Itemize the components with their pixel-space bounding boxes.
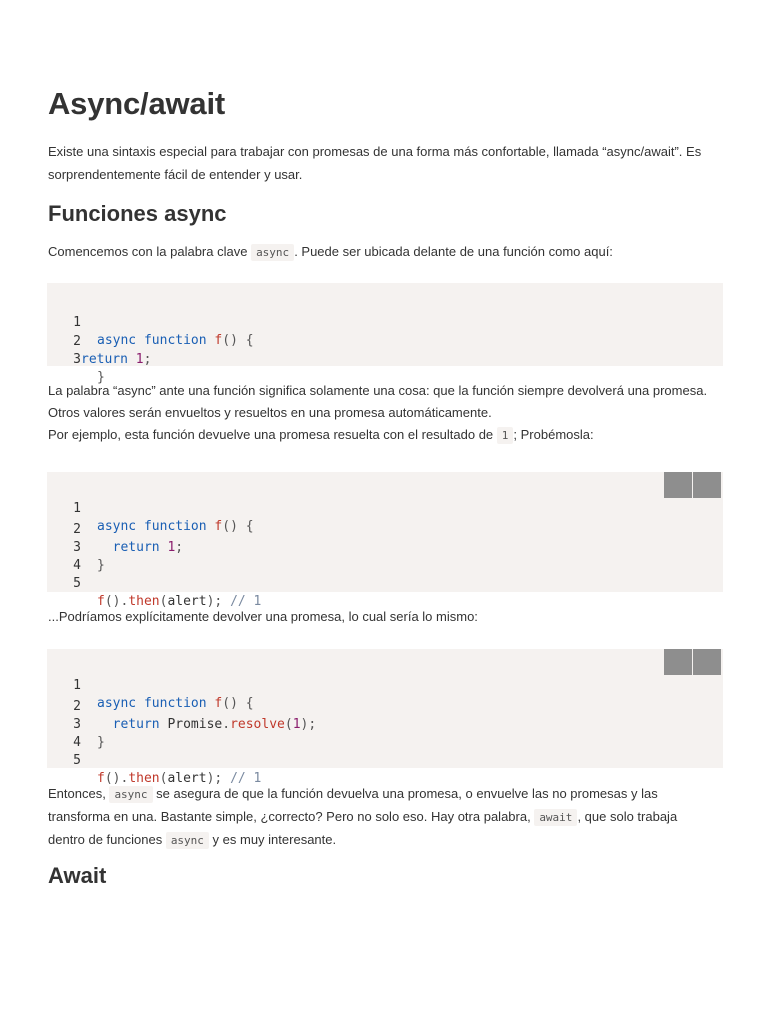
- line-number: 5: [73, 753, 81, 768]
- code-token: alert: [167, 771, 207, 786]
- explicit-promise-paragraph: ...Podríamos explícitamente devolver una promesa, lo cual sería lo mismo:: [48, 609, 478, 624]
- heading-funciones-async: Funciones async: [48, 201, 227, 226]
- async-intro-text-start: Comencemos con la palabra clave: [48, 244, 252, 259]
- code-token: async: [97, 333, 137, 348]
- code-token: ;: [143, 352, 152, 367]
- code-line: [47, 659, 254, 711]
- code-token: }: [97, 558, 105, 573]
- code-token: async: [97, 519, 137, 534]
- summary-text-1: Entonces,: [48, 786, 110, 801]
- line-number: 2: [73, 699, 81, 714]
- code-token: () {: [222, 696, 254, 711]
- code-token: );: [206, 771, 223, 786]
- page-title: Async/await: [48, 86, 225, 121]
- code-token: [136, 696, 144, 711]
- summary-text-3: , que solo trabaja dentro de funciones: [48, 809, 678, 847]
- code-token: return: [81, 352, 128, 367]
- code-token: }: [97, 735, 105, 750]
- code-token: (: [159, 771, 168, 786]
- code-line: [47, 482, 254, 534]
- inline-code-one: 1: [497, 427, 514, 444]
- code-source: [97, 734, 105, 752]
- code-token: 1: [292, 717, 301, 732]
- code-token: // 1: [230, 594, 262, 609]
- async-explanation-text: La palabra “async” ante una función significa solamente una cosa: que la función siempre devolverá una promesa. Otros valores serán envueltos y resueltos en una promesa automáticamente.: [48, 383, 708, 420]
- code-token: [136, 519, 144, 534]
- example-text-end: ; Probémosla:: [513, 427, 594, 442]
- code-line: [47, 539, 94, 573]
- code-token: f: [214, 519, 223, 534]
- code-token: .: [222, 717, 231, 732]
- code-token: f: [214, 333, 223, 348]
- code-token: () {: [222, 333, 254, 348]
- code-token: }: [97, 370, 105, 385]
- code-token: function: [143, 696, 207, 711]
- code-token: f: [97, 594, 105, 609]
- open-sandbox-button[interactable]: [693, 472, 721, 498]
- line-number: 3: [73, 540, 81, 555]
- code-token: resolve: [230, 717, 285, 732]
- code-token: Promise: [167, 717, 223, 732]
- code-source: [97, 557, 105, 575]
- inline-code-async: async: [166, 832, 209, 849]
- code-token: then: [128, 594, 160, 609]
- code-source: [97, 539, 183, 557]
- line-number: 1: [73, 315, 81, 330]
- line-number: 1: [73, 678, 81, 693]
- line-number: 4: [73, 735, 81, 750]
- code-token: f: [214, 696, 223, 711]
- summary-text-4: y es muy interesante.: [208, 832, 337, 847]
- line-number: 4: [73, 558, 81, 573]
- code-line: [47, 698, 105, 750]
- code-token: function: [143, 519, 207, 534]
- code-token: function: [143, 333, 207, 348]
- code-source: [97, 716, 316, 734]
- code-line: [47, 296, 254, 348]
- line-number: 1: [73, 501, 81, 516]
- code-source: [97, 695, 254, 713]
- code-token: f: [97, 771, 105, 786]
- async-intro-paragraph: [48, 240, 728, 264]
- code-token: async: [97, 696, 137, 711]
- code-source: [97, 518, 254, 536]
- code-token: [136, 333, 144, 348]
- heading-await: Await: [48, 863, 107, 888]
- code-line: [47, 557, 262, 609]
- code-token: return: [112, 540, 160, 555]
- code-token: alert: [167, 594, 207, 609]
- code-token: 1: [135, 352, 144, 367]
- line-number: 2: [73, 522, 81, 537]
- code-token: // 1: [230, 771, 262, 786]
- example-text-start: Por ejemplo, esta función devuelve una promesa resuelta con el resultado de: [48, 427, 497, 442]
- code-token: ().: [104, 594, 129, 609]
- line-number: 2: [73, 334, 81, 349]
- async-explanation-paragraph: [48, 380, 728, 447]
- async-summary-paragraph: [48, 783, 688, 852]
- code-token: [97, 540, 113, 555]
- code-line: [47, 734, 262, 786]
- code-token: );: [300, 717, 317, 732]
- code-token: [97, 717, 113, 732]
- code-token: );: [206, 594, 223, 609]
- code-token: ;: [175, 540, 184, 555]
- intro-paragraph: Existe una sintaxis especial para trabajar con promesas de una forma más confortable, llamada “async/await”. Es sorprendentemente fácil de entender y usar.: [48, 144, 702, 182]
- code-line: [47, 521, 105, 573]
- code-source: [97, 332, 254, 350]
- code-token: 1: [167, 540, 176, 555]
- run-button[interactable]: [664, 649, 692, 675]
- inline-code-async: async: [109, 786, 152, 803]
- code-block-2: [47, 472, 723, 609]
- line-number: 3: [73, 352, 81, 367]
- code-token: ().: [104, 771, 129, 786]
- code-token: () {: [222, 519, 254, 534]
- code-line: [47, 716, 94, 750]
- inline-code-await: await: [534, 809, 577, 826]
- line-number: 5: [73, 576, 81, 591]
- summary-text-2: se asegura de que la función devuelva una promesa, o envuelve las no promesas y las transforma en una. Bastante simple, ¿correcto? Pero no solo eso. Hay otra palabra,: [48, 786, 658, 824]
- code-token: then: [128, 771, 160, 786]
- async-intro-text-end: . Puede ser ubicada delante de una función como aquí:: [294, 244, 613, 259]
- line-number: 3: [73, 717, 81, 732]
- code-token: return: [112, 717, 160, 732]
- code-block-3: [47, 649, 723, 786]
- code-token: (: [159, 594, 168, 609]
- run-button[interactable]: [664, 472, 692, 498]
- code-token: [128, 352, 136, 367]
- inline-code-async: async: [251, 244, 294, 261]
- open-sandbox-button[interactable]: [693, 649, 721, 675]
- code-block-1: [47, 283, 723, 385]
- code-token: (: [284, 717, 293, 732]
